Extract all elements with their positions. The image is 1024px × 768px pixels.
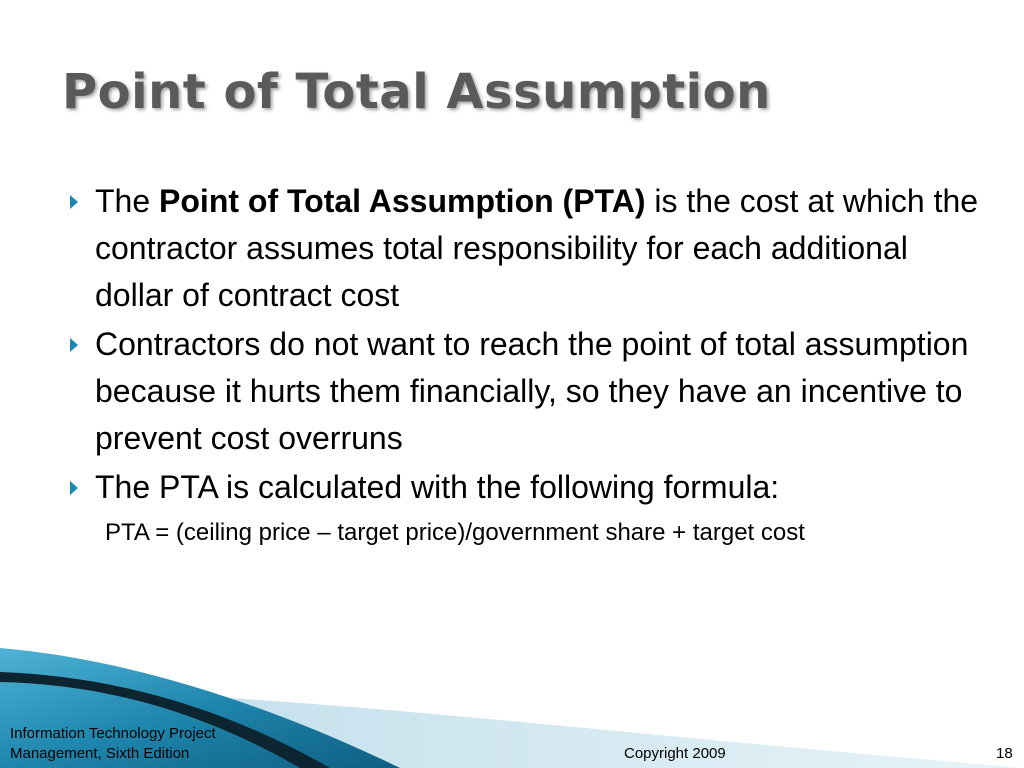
bullet-list bbox=[70, 178, 990, 513]
bullet-text: Contractors do not want to reach the point of total assumption because it hurts them financially, so they have an incentive to prevent cost overruns bbox=[95, 326, 969, 456]
bullet-text: The PTA is calculated with the following formula: bbox=[95, 469, 780, 505]
page-number: 18 bbox=[996, 745, 1013, 762]
footer-copyright: Copyright 2009 bbox=[624, 745, 726, 762]
arrow-bullet-icon bbox=[70, 338, 78, 352]
footer-book-title bbox=[10, 724, 216, 764]
bullet-item bbox=[70, 178, 990, 319]
footer-book-line-2: Management, Sixth Edition bbox=[10, 745, 190, 762]
bullet-item bbox=[70, 321, 990, 462]
bullet-text-post: is the cost at which the contractor assumes total responsibility for each additional dollar of contract cost bbox=[95, 183, 979, 313]
arrow-bullet-icon bbox=[70, 481, 78, 495]
slide-title: Point of Total Assumption bbox=[62, 64, 771, 120]
bullet-text-pre: The bbox=[95, 183, 160, 219]
arrow-bullet-icon bbox=[70, 195, 78, 209]
bullet-item bbox=[70, 464, 990, 511]
bullet-text-bold: Point of Total Assumption (PTA) bbox=[159, 183, 646, 219]
footer-book-line-1: Information Technology Project bbox=[10, 725, 216, 742]
pta-formula: PTA = (ceiling price – target price)/government share + target cost bbox=[105, 519, 805, 546]
